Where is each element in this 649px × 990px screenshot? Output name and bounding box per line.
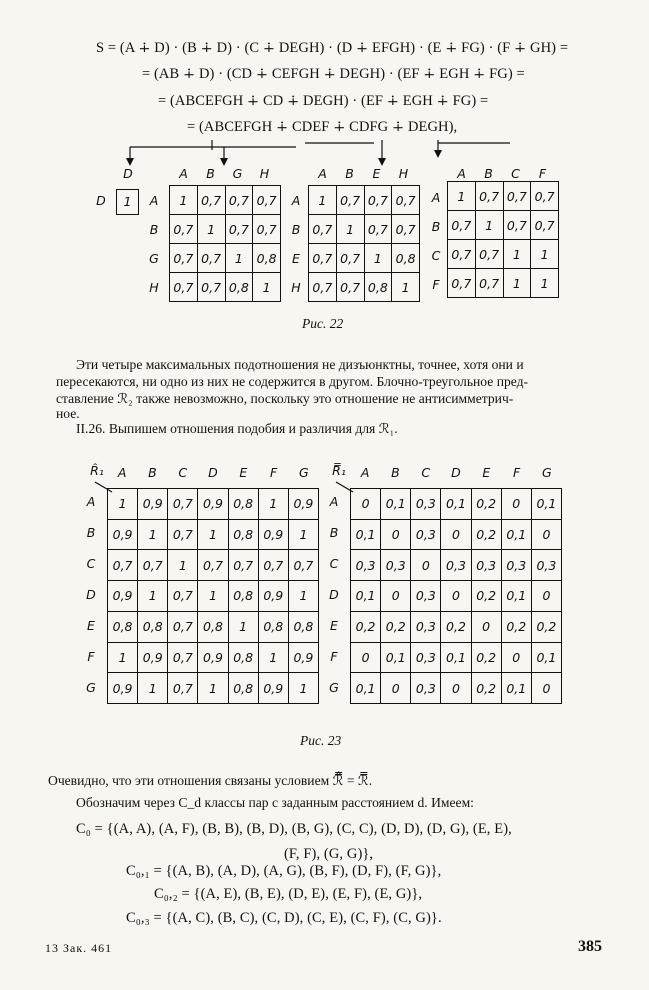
t1-cell: 0,7 [168, 673, 198, 704]
t2-cell: 0,3 [531, 550, 561, 581]
footer-signature: 13 Зак. 461 [45, 941, 113, 955]
t2-cell: 0,1 [441, 489, 471, 520]
t1-corner-label: R̂₁ [90, 463, 104, 478]
m2-row-label: H [291, 280, 301, 295]
t1-cell: 1 [108, 642, 138, 673]
t2-corner-label: R̿₁ [332, 463, 346, 478]
t1-cell: 0,8 [228, 642, 258, 673]
m1-cell: 0,7 [197, 273, 225, 302]
m3-cell: 1 [475, 211, 503, 240]
t2-row-label: B [329, 525, 339, 541]
m3-cell: 0,7 [475, 182, 503, 211]
m1-row-label: G [149, 251, 159, 266]
t1-cell: 0,9 [288, 642, 318, 673]
t1-row-label: B [86, 525, 96, 541]
t2-row-label: E [330, 617, 338, 633]
t1-cell: 0,8 [258, 611, 288, 642]
m3-cell: 0,7 [448, 240, 476, 269]
t2-col-label: A [360, 465, 370, 480]
m1-cell: 1 [170, 186, 198, 215]
class-c01: C₀,₁ = {(A, B), (A, D), (A, G), (B, F), (D, F), (F, G)}, [126, 863, 442, 879]
t2-cell: 0 [351, 642, 381, 673]
m2-cell: 0,8 [364, 273, 392, 302]
t1-cell: 1 [138, 519, 168, 550]
t1-row-label: A [86, 494, 96, 510]
t2-cell: 0 [381, 673, 411, 704]
m3-row-label: F [432, 277, 440, 292]
m1-cell: 0,7 [170, 215, 198, 244]
t2-col-label: C [421, 465, 431, 480]
m1-col-label: A [179, 166, 188, 181]
t1-cell: 1 [288, 519, 318, 550]
m3-cell: 1 [503, 269, 531, 298]
m1-row-label: A [149, 193, 159, 208]
t1-col-label: C [178, 465, 188, 480]
t2-row-label: G [329, 679, 339, 695]
t1-cell: 0,9 [138, 642, 168, 673]
t1-cell: 0,9 [258, 519, 288, 550]
m3-col-label: A [457, 166, 466, 181]
m3-cell: 1 [503, 240, 531, 269]
similarity-matrix [107, 488, 319, 704]
m2-row-label: E [292, 251, 300, 266]
m2-cell: 1 [336, 215, 364, 244]
t2-cell: 0 [441, 581, 471, 612]
t1-row-label: E [87, 617, 95, 633]
t1-col-label: A [117, 465, 127, 480]
t1-cell: 0,7 [138, 550, 168, 581]
m3-col-label: C [511, 166, 520, 181]
t1-cell: 0,7 [258, 550, 288, 581]
t2-cell: 0 [501, 642, 531, 673]
t1-row-label: F [87, 648, 95, 664]
m2-cell: 0,7 [364, 186, 392, 215]
t1-cell: 1 [258, 642, 288, 673]
m3-row-label: B [431, 219, 441, 234]
m2-cell: 0,7 [309, 273, 337, 302]
t2-cell: 0,3 [381, 550, 411, 581]
t2-cell: 0,2 [471, 581, 501, 612]
fig23-caption: Рис. 23 [300, 733, 342, 748]
t1-cell: 0,8 [228, 581, 258, 612]
m1-cell: 0,7 [197, 186, 225, 215]
t2-cell: 0,1 [501, 673, 531, 704]
t1-col-label: B [148, 465, 157, 480]
t1-cell: 0,9 [138, 489, 168, 520]
m2-cell: 0,7 [336, 186, 364, 215]
m2-cell: 0,7 [309, 244, 337, 273]
t2-cell: 0,2 [501, 611, 531, 642]
m3-cell: 1 [531, 269, 559, 298]
t1-row-label: C [86, 556, 96, 572]
t1-cell: 0,9 [108, 519, 138, 550]
m1-cell: 0,8 [225, 273, 253, 302]
t2-cell: 0,1 [501, 519, 531, 550]
para4: Обозначим через C_d классы пар с заданным расстоянием d. Имеем: [76, 795, 474, 810]
m2-cell: 0,7 [392, 186, 420, 215]
m2-col-label: B [345, 166, 354, 181]
t1-cell: 1 [198, 673, 228, 704]
para3: Очевидно, что эти отношения связаны условием ℛ̿̂ = ℛ̿. [48, 773, 373, 788]
t1-cell: 0,9 [108, 581, 138, 612]
m1-cell: 0,7 [225, 215, 253, 244]
t1-cell: 0,7 [168, 611, 198, 642]
m3-col-label: F [538, 166, 547, 181]
t2-cell: 0 [531, 581, 561, 612]
m2-col-label: H [398, 166, 409, 181]
m1-col-label: G [232, 166, 243, 181]
t2-col-label: B [391, 465, 400, 480]
t2-cell: 0 [471, 611, 501, 642]
t1-cell: 0,8 [228, 489, 258, 520]
t1-cell: 1 [168, 550, 198, 581]
t1-cell: 0,7 [168, 581, 198, 612]
m0-row-label: D [96, 193, 106, 208]
t1-cell: 1 [288, 581, 318, 612]
t2-cell: 0,2 [351, 611, 381, 642]
t2-cell: 0 [441, 519, 471, 550]
m3-cell: 0,7 [475, 240, 503, 269]
t1-cell: 1 [228, 611, 258, 642]
t2-cell: 0,3 [351, 550, 381, 581]
m3-cell: 0,7 [475, 269, 503, 298]
class-c0-line-1: C₀ = {(A, A), (A, F), (B, B), (B, D), (B, G), (C, C), (D, D), (D, G), (E, E), [76, 821, 512, 837]
t1-cell: 0,7 [288, 550, 318, 581]
t1-cell: 0,9 [108, 673, 138, 704]
t1-cell: 1 [258, 489, 288, 520]
fig22-caption: Рис. 22 [302, 316, 344, 331]
t2-cell: 0 [531, 673, 561, 704]
class-c03: C₀,₃ = {(A, C), (B, C), (C, D), (C, E), (C, F), (C, G)}. [126, 910, 442, 926]
t1-cell: 1 [108, 489, 138, 520]
t1-cell: 0,7 [228, 550, 258, 581]
t1-cell: 0,8 [108, 611, 138, 642]
t1-cell: 0,9 [198, 642, 228, 673]
t2-cell: 0,3 [411, 519, 441, 550]
t1-cell: 0,9 [258, 581, 288, 612]
m0-col-label: D [123, 166, 133, 181]
t1-cell: 0,7 [198, 550, 228, 581]
page-number: 385 [578, 938, 602, 955]
t2-cell: 0,3 [411, 581, 441, 612]
t2-cell: 0,2 [471, 673, 501, 704]
t2-row-label: F [330, 648, 338, 664]
m1-cell: 1 [225, 244, 253, 273]
t2-cell: 0,1 [441, 642, 471, 673]
t2-cell: 0,1 [531, 642, 561, 673]
m2-row-label: B [291, 222, 301, 237]
t1-cell: 0,9 [258, 673, 288, 704]
m2-row-label: A [291, 193, 301, 208]
m2-cell: 0,8 [392, 244, 420, 273]
m1-cell: 1 [253, 273, 281, 302]
t2-cell: 0,3 [471, 550, 501, 581]
t2-row-label: C [329, 556, 339, 572]
equation-line-4: = (ABCEFGH ∔ CDEF ∔ CDFG ∔ DEGH), [187, 119, 458, 135]
t1-col-label: D [208, 465, 218, 480]
para2: II.26. Выпишем отношения подобия и различия для ℛ₁. [76, 421, 398, 436]
t1-col-label: E [239, 465, 248, 480]
t1-cell: 1 [288, 673, 318, 704]
m1-cell: 0,7 [170, 273, 198, 302]
m2-col-label: A [318, 166, 327, 181]
t2-cell: 0 [381, 519, 411, 550]
t2-cell: 0,1 [351, 581, 381, 612]
m2-cell: 1 [309, 186, 337, 215]
t2-cell: 0,1 [381, 489, 411, 520]
m2-col-label: E [372, 166, 381, 181]
t2-cell: 0 [501, 489, 531, 520]
t2-cell: 0,2 [441, 611, 471, 642]
m2-cell: 1 [364, 244, 392, 273]
m3-col-label: B [484, 166, 493, 181]
t1-row-label: G [86, 679, 96, 695]
t2-col-label: E [482, 465, 491, 480]
t2-col-label: G [542, 465, 552, 480]
t2-cell: 0,1 [531, 489, 561, 520]
m3-cell: 0,7 [448, 269, 476, 298]
t2-cell: 0 [381, 581, 411, 612]
m1-col-label: H [259, 166, 270, 181]
t2-row-label: D [329, 587, 339, 602]
m1-row-label: H [149, 280, 159, 295]
t2-cell: 0,1 [501, 581, 531, 612]
t2-col-label: D [451, 465, 461, 480]
t2-cell: 0,2 [471, 519, 501, 550]
t2-cell: 0,1 [381, 642, 411, 673]
t1-cell: 0,8 [198, 611, 228, 642]
m3-cell: 0,7 [531, 211, 559, 240]
t2-cell: 0,3 [441, 550, 471, 581]
m3-row-label: A [431, 190, 441, 205]
t2-cell: 0,2 [471, 642, 501, 673]
t2-cell: 0,3 [411, 489, 441, 520]
t2-cell: 0 [411, 550, 441, 581]
m1-cell: 0,7 [225, 186, 253, 215]
t2-cell: 0,2 [381, 611, 411, 642]
t2-cell: 0,2 [471, 489, 501, 520]
m3-cell: 0,7 [531, 182, 559, 211]
m3-cell: 1 [531, 240, 559, 269]
t2-cell: 0,3 [411, 611, 441, 642]
t2-cell: 0 [351, 489, 381, 520]
m2-cell: 0,7 [336, 273, 364, 302]
m1-cell: 0,7 [253, 186, 281, 215]
m1-col-label: B [206, 166, 215, 181]
t1-cell: 0,7 [168, 519, 198, 550]
t1-cell: 0,7 [168, 642, 198, 673]
m1-cell: 1 [197, 215, 225, 244]
t2-cell: 0,3 [411, 673, 441, 704]
t1-cell: 1 [138, 581, 168, 612]
t1-cell: 0,8 [228, 519, 258, 550]
para1-line-4: ное. [56, 406, 80, 421]
t2-cell: 0 [531, 519, 561, 550]
m1-cell: 0,8 [253, 244, 281, 273]
t1-cell: 1 [198, 581, 228, 612]
m3-cell: 1 [448, 182, 476, 211]
para1-line-3: ставление ℛ₂ также невозможно, поскольку это отношение не антисимметрич- [56, 391, 514, 406]
m1-cell: 0,7 [170, 244, 198, 273]
para1-line-1: Эти четыре максимальных подотношения не дизъюнктны, точнее, хотя они и [76, 357, 524, 372]
t2-col-label: F [512, 465, 521, 480]
t2-cell: 0,3 [501, 550, 531, 581]
equation-line-1: S = (A ∔ D) · (B ∔ D) · (C ∔ DEGH) · (D ∔ EFGH) · (E ∔ FG) · (F ∔ GH) = [96, 40, 569, 56]
t1-cell: 0,8 [228, 673, 258, 704]
m1-row-label: B [149, 222, 159, 237]
t1-cell: 0,8 [138, 611, 168, 642]
m0-cell: 1 [116, 189, 139, 215]
class-c02: C₀,₂ = {(A, E), (B, E), (D, E), (E, F), (E, G)}, [154, 886, 423, 902]
t1-cell: 0,7 [168, 489, 198, 520]
m3-cell: 0,7 [503, 211, 531, 240]
m2-cell: 0,7 [364, 215, 392, 244]
t2-cell: 0,1 [351, 673, 381, 704]
t2-cell: 0,1 [351, 519, 381, 550]
t1-col-label: G [299, 465, 309, 480]
m2-cell: 0,7 [392, 215, 420, 244]
m3-cell: 0,7 [503, 182, 531, 211]
m3-row-label: C [431, 248, 441, 263]
t1-row-label: D [86, 587, 96, 602]
t1-cell: 1 [198, 519, 228, 550]
class-c0-line-2: (F, F), (G, G)}, [284, 846, 374, 862]
m2-cell: 0,7 [336, 244, 364, 273]
m1-cell: 0,7 [253, 215, 281, 244]
t2-cell: 0,2 [531, 611, 561, 642]
t1-cell: 0,9 [198, 489, 228, 520]
difference-matrix [350, 488, 562, 704]
m2-cell: 0,7 [309, 215, 337, 244]
t1-cell: 1 [138, 673, 168, 704]
t1-cell: 0,8 [288, 611, 318, 642]
equation-line-3: = (ABCEFGH ∔ CD ∔ DEGH) · (EF ∔ EGH ∔ FG) = [158, 93, 489, 109]
para1-line-2: пересекаются, ни одно из них не содержится в другом. Блочно-треугольное пред- [56, 374, 529, 389]
t1-cell: 0,7 [108, 550, 138, 581]
m3-cell: 0,7 [448, 211, 476, 240]
t1-cell: 0,9 [288, 489, 318, 520]
equation-line-2: = (AB ∔ D) · (CD ∔ CEFGH ∔ DEGH) · (EF ∔ EGH ∔ FG) = [142, 66, 525, 82]
t1-col-label: F [269, 465, 278, 480]
t2-cell: 0,3 [411, 642, 441, 673]
m2-cell: 1 [392, 273, 420, 302]
t2-row-label: A [329, 494, 339, 510]
m1-cell: 0,7 [197, 244, 225, 273]
t2-cell: 0 [441, 673, 471, 704]
